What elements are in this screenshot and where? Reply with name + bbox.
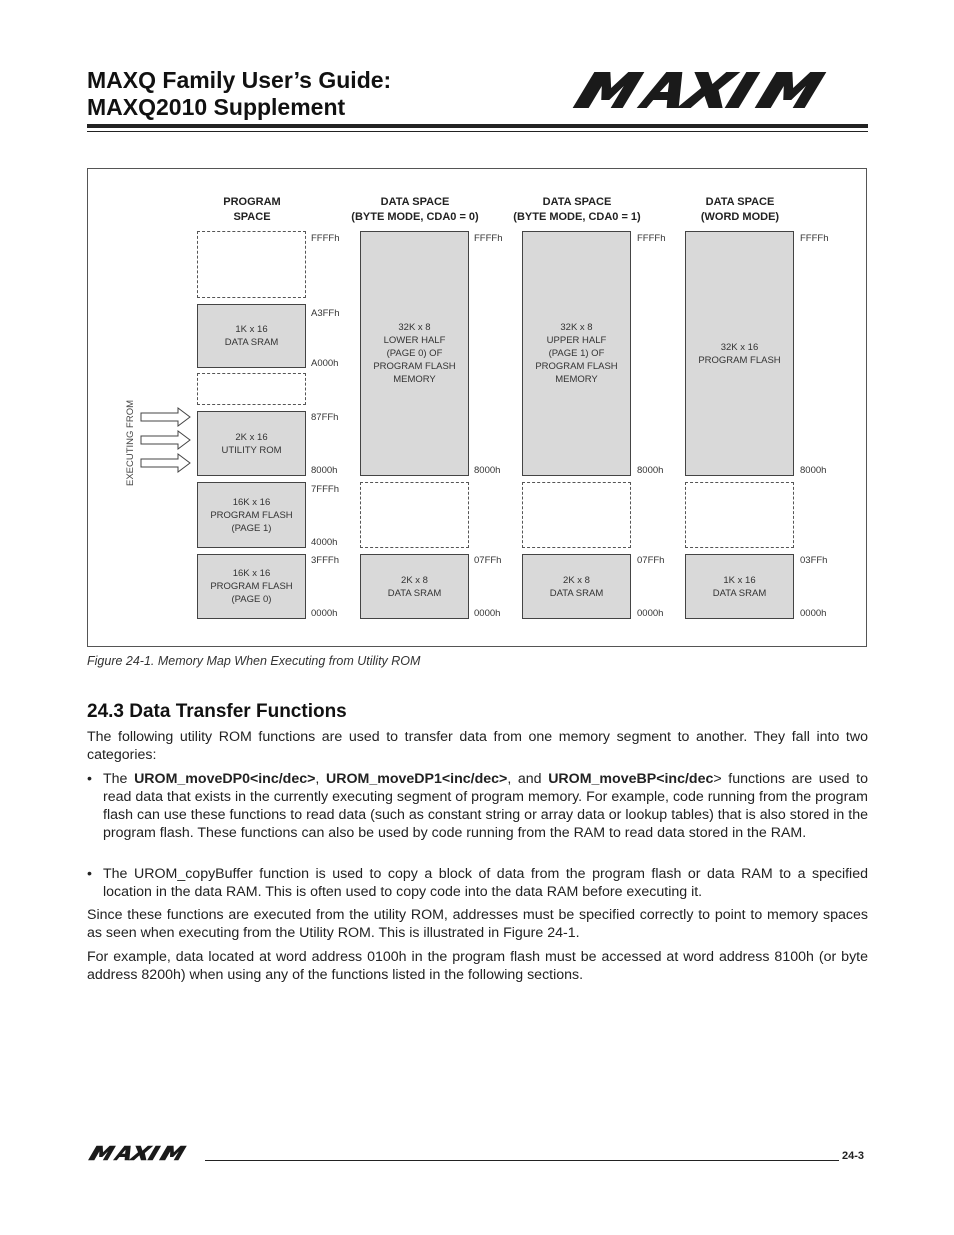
address-label: 4000h — [311, 537, 338, 548]
data-space-word-block: 32K x 16 PROGRAM FLASH — [685, 231, 794, 476]
data-space-byte0-block — [360, 482, 469, 548]
address-label: FFFFh — [311, 233, 340, 244]
address-label: 3FFFh — [311, 555, 339, 566]
data-space-byte0-block: 32K x 8 LOWER HALF (PAGE 0) OF PROGRAM FLASH MEMORY — [360, 231, 469, 476]
footer-rule — [205, 1160, 839, 1161]
program-space-block — [197, 373, 306, 405]
address-label: A000h — [311, 358, 339, 369]
title-line-1: MAXQ Family User’s Guide: — [87, 67, 392, 93]
address-label: 8000h — [637, 465, 664, 476]
section-heading: 24.3 Data Transfer Functions — [87, 701, 347, 722]
paragraph-example: For example, data located at word address 0100h in the program flash must be accessed at word address 8100h (or byte address 8200h) when using any of the functions listed in the following sections. — [87, 949, 868, 983]
bullet-marker: • — [87, 866, 92, 882]
page-number: 24-3 — [842, 1150, 865, 1162]
address-label: 8000h — [800, 465, 827, 476]
data-space-byte0-block: 2K x 8 DATA SRAM — [360, 554, 469, 619]
bullet-item-move-functions: • The UROM_moveDP0<inc/dec>, UROM_moveDP1<inc/dec>, and UROM_moveBP<inc/dec> functions are used to read data that exists in the currently executing segment of program memory. For example, code running from the program flash can use these functions to read data (such as constant string or array data or lookup tables) that is also stored in the program flash. These functions can also be used by code running from the RAM to read data stored in the RAM. — [87, 771, 868, 841]
address-label: 0000h — [637, 608, 664, 619]
paragraph-addresses: Since these functions are executed from the utility ROM, addresses must be specified correctly to point to memory spaces as seen when executing from the Utility ROM. This is illustrated in Figure 24-1. — [87, 907, 868, 941]
address-label: FFFFh — [474, 233, 503, 244]
document-title — [87, 67, 567, 121]
address-label: 0000h — [474, 608, 501, 619]
program-space-block — [197, 231, 306, 298]
maxim-logo — [570, 70, 868, 110]
address-label: 07FFh — [637, 555, 665, 566]
address-label: 0000h — [311, 608, 338, 619]
function-name-movebp: UROM_moveBP<inc/dec — [548, 771, 714, 787]
address-label: FFFFh — [637, 233, 666, 244]
program-space-block: 16K x 16 PROGRAM FLASH (PAGE 1) — [197, 482, 306, 548]
address-label: FFFFh — [800, 233, 829, 244]
function-name-movedp1: UROM_moveDP1<inc/dec> — [325, 771, 508, 787]
program-space-block: 16K x 16 PROGRAM FLASH (PAGE 0) — [197, 554, 306, 619]
executing-from-label: EXECUTING FROM — [125, 399, 136, 486]
data-space-word-block: 1K x 16 DATA SRAM — [685, 554, 794, 619]
address-label: 8000h — [311, 465, 338, 476]
header-rule-thick — [87, 124, 868, 128]
title-line-2: MAXQ2010 Supplement — [87, 94, 346, 120]
bullet-item-copybuffer: • The UROM_copyBuffer function is used to copy a block of data from the program flash or data RAM to a specified location in the data RAM. This is often used to copy code into the data RAM before executing it. — [87, 866, 868, 900]
address-label: 0000h — [800, 608, 827, 619]
address-label: 8000h — [474, 465, 501, 476]
address-label: 07FFh — [474, 555, 502, 566]
program-space-heading: PROGRAM SPACE — [223, 196, 281, 223]
program-space-block: 1K x 16 DATA SRAM — [197, 304, 306, 368]
intro-paragraph: The following utility ROM functions are used to transfer data from one memory segment to another. They fall into two categories: — [87, 729, 868, 763]
data-space-byte0-heading: DATA SPACE (BYTE MODE, CDA0 = 0) — [351, 196, 479, 223]
program-space-block: 2K x 16 UTILITY ROM — [197, 411, 306, 476]
header-rule-thin — [87, 131, 868, 132]
address-label: 87FFh — [311, 412, 339, 423]
data-space-byte1-block — [522, 482, 631, 548]
address-label: A3FFh — [311, 308, 340, 319]
address-label: 7FFFh — [311, 484, 339, 495]
footer-maxim-logo — [87, 1145, 203, 1161]
data-space-word-heading: DATA SPACE (WORD MODE) — [700, 196, 780, 223]
bullet-marker: • — [87, 771, 92, 787]
data-space-byte1-heading: DATA SPACE (BYTE MODE, CDA0 = 1) — [513, 196, 641, 223]
data-space-word-block — [685, 482, 794, 548]
data-space-byte1-block: 2K x 8 DATA SRAM — [522, 554, 631, 619]
figure-caption: Figure 24-1. Memory Map When Executing from Utility ROM — [87, 654, 421, 668]
function-name-movedp0: UROM_moveDP0<inc/dec> — [134, 771, 316, 787]
address-label: 03FFh — [800, 555, 828, 566]
executing-from-arrows-icon — [140, 406, 192, 476]
data-space-byte1-block: 32K x 8 UPPER HALF (PAGE 1) OF PROGRAM FLASH MEMORY — [522, 231, 631, 476]
